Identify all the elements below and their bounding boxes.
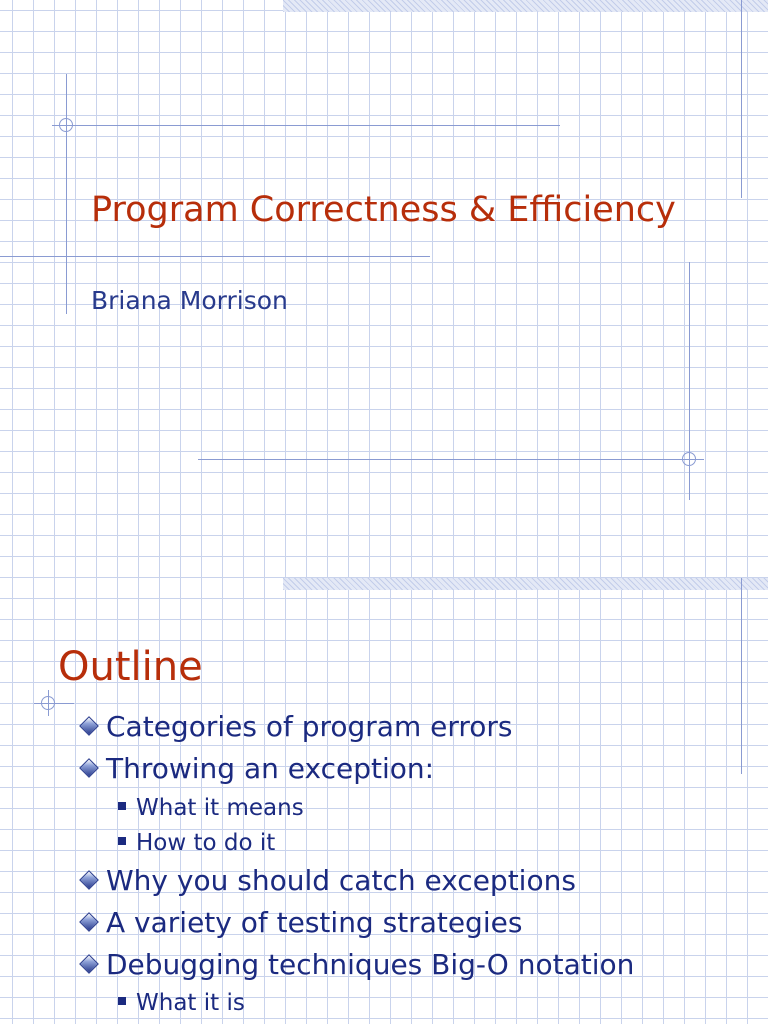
decor-circle-icon	[41, 696, 55, 710]
hatched-header-bar	[283, 578, 768, 590]
square-bullet-icon	[118, 837, 126, 845]
decor-horizontal-line	[198, 459, 704, 460]
decor-horizontal-line	[0, 256, 430, 257]
author-name: Briana Morrison	[91, 286, 288, 315]
outline-subitem: What it means	[118, 795, 304, 821]
decor-vertical-line	[741, 578, 742, 774]
outline-heading: Outline	[58, 644, 203, 690]
slide-title: Program Correctness & Efficiency	[91, 190, 676, 230]
outline-item: A variety of testing strategies	[78, 906, 522, 939]
decor-horizontal-line	[52, 125, 560, 126]
outline-item: Debugging techniques Big-O notation	[78, 948, 634, 981]
decor-vertical-line	[741, 0, 742, 198]
decor-vertical-line	[66, 74, 67, 314]
square-bullet-icon	[118, 997, 126, 1005]
decor-circle-icon	[682, 452, 696, 466]
decor-circle-icon	[59, 118, 73, 132]
outline-item: Categories of program errors	[78, 710, 513, 743]
outline-item: Throwing an exception:	[78, 752, 434, 785]
diamond-bullet-icon	[79, 758, 99, 778]
diamond-bullet-icon	[79, 954, 99, 974]
diamond-bullet-icon	[79, 716, 99, 736]
diamond-bullet-icon	[79, 870, 99, 890]
outline-item: Why you should catch exceptions	[78, 864, 576, 897]
outline-subitem: How to do it	[118, 830, 275, 856]
outline-subitem: What it is	[118, 990, 245, 1016]
outline-slide	[0, 578, 768, 1024]
hatched-header-bar	[283, 0, 768, 12]
square-bullet-icon	[118, 802, 126, 810]
diamond-bullet-icon	[79, 912, 99, 932]
